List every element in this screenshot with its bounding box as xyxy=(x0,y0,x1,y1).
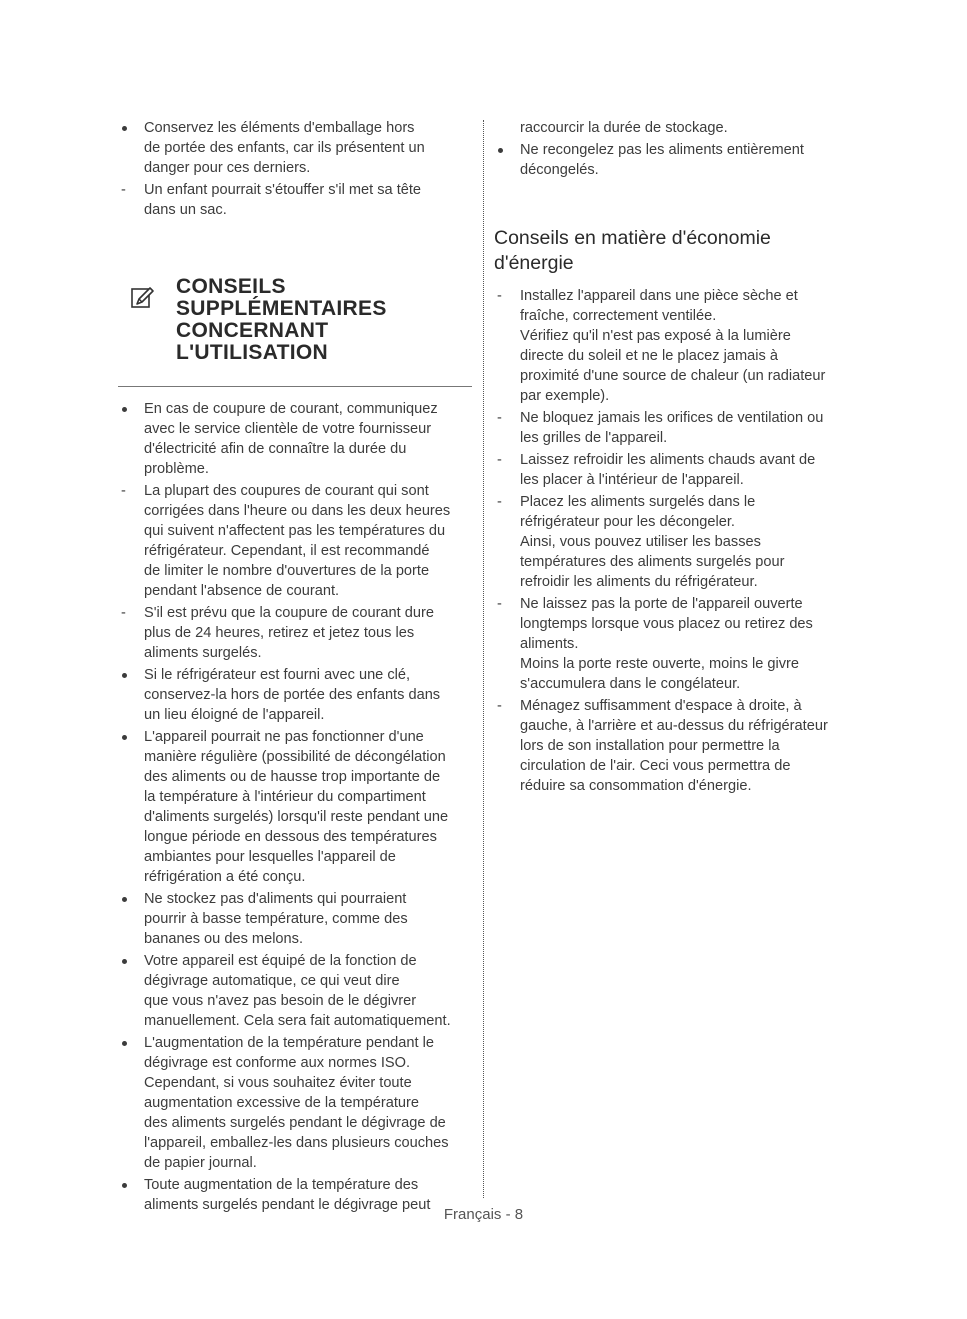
energy-tips-list xyxy=(494,286,850,796)
left-top-list xyxy=(118,118,472,220)
list-item xyxy=(118,889,472,949)
list-item-text: La plupart des coupures de courant qui sont corrigées dans l'heure ou dans les deux heures qui suivent n'affectent pas les températures du réfrigérateur. Cependant, il est recommandé de limiter le nombre d'ouvertures de la porte pendant l'absence de courant. xyxy=(144,483,451,599)
list-item-text: raccourcir la durée de stockage. xyxy=(520,120,728,136)
list-item-text: Votre appareil est équipé de la fonction de dégivrage automatique, ce qui veut dire que vous n'avez pas besoin de le dégivrer manuellement. Cela sera fait automatiquement. xyxy=(144,953,451,1029)
list-item-text: Ne bloquez jamais les orifices de ventilation ou les grilles de l'appareil. xyxy=(520,410,824,446)
list-item-text: L'augmentation de la température pendant le dégivrage est conforme aux normes ISO. Cependant, si vous souhaitez éviter toute augmentation excessive de la température des aliments surgelés pendant le dégivrage de l'appareil, emballez-les dans plusieurs couches de papier journal. xyxy=(144,1035,449,1171)
list-item xyxy=(494,408,850,448)
list-item-text: S'il est prévu que la coupure de courant dure plus de 24 heures, retirez et jetez tous les aliments surgelés. xyxy=(144,605,434,661)
list-item-text: Placez les aliments surgelés dans le réfrigérateur pour les décongeler. Ainsi, vous pouvez utiliser les basses températures des aliments surgelés pour refroidir les aliments du réfrigérateur. xyxy=(520,494,785,590)
right-top-list xyxy=(494,118,850,180)
list-item xyxy=(118,1033,472,1173)
list-item-text: Ménagez suffisamment d'espace à droite, à gauche, à l'arrière et au-dessus du réfrigérateur lors de son installation pour permettre la circulation de l'air. Ceci vous permettra de réduire sa consommation d'énergie. xyxy=(520,698,828,794)
column-divider xyxy=(483,120,484,1198)
list-item-text: L'appareil pourrait ne pas fonctionner d'une manière régulière (possibilité de décongélation des aliments ou de hausse trop importante de la température à l'intérieur du compartiment d'aliments surgelés) lorsqu'il reste pendant une longue période en dessous des températures ambiantes pour lesquelles l'appareil de réfrigération a été conçu. xyxy=(144,729,449,885)
list-item xyxy=(118,118,472,178)
list-item xyxy=(118,603,472,663)
notice-section xyxy=(118,266,472,387)
list-item-text: Un enfant pourrait s'étouffer s'il met sa tête dans un sac. xyxy=(144,182,422,218)
list-item-text: En cas de coupure de courant, communiquez avec le service clientèle de votre fournisseur d'électricité afin de connaître la durée du problème. xyxy=(144,401,438,477)
list-item xyxy=(494,594,850,694)
list-item xyxy=(118,180,472,220)
list-item-text: Toute augmentation de la température des aliments surgelés pendant le dégivrage peut xyxy=(144,1177,431,1213)
list-item xyxy=(118,481,472,601)
list-item xyxy=(118,727,472,887)
note-pencil-icon xyxy=(130,286,156,310)
list-item-text: Installez l'appareil dans une pièce sèche et fraîche, correctement ventilée. Vérifiez qu'il n'est pas exposé à la lumière directe du soleil et ne le placez jamais à proximité d'une source de chaleur (un radiateur par exemple). xyxy=(520,288,826,404)
energy-heading: Conseils en matière d'économie d'énergie xyxy=(494,227,771,274)
list-item xyxy=(118,399,472,479)
list-item xyxy=(494,492,850,592)
list-item-text: Ne laissez pas la porte de l'appareil ouverte longtemps lorsque vous placez ou retirez des aliments. Moins la porte reste ouverte, moins le givre s'accumulera dans le congélateur. xyxy=(520,596,813,692)
left-main-list xyxy=(118,399,472,1215)
list-item-text: Laissez refroidir les aliments chauds avant de les placer à l'intérieur de l'appareil. xyxy=(520,452,816,488)
list-item xyxy=(494,118,850,138)
list-item-text: Conservez les éléments d'emballage hors de portée des enfants, car ils présentent un danger pour ces derniers. xyxy=(144,120,425,176)
list-item xyxy=(118,951,472,1031)
list-item-text: Ne stockez pas d'aliments qui pourraient pourrir à basse température, comme des bananes ou des melons. xyxy=(144,891,408,947)
list-item xyxy=(118,665,472,725)
list-item xyxy=(494,140,850,180)
list-item-text: Si le réfrigérateur est fourni avec une clé, conservez-la hors de portée des enfants dans un lieu éloigné de l'appareil. xyxy=(144,667,441,723)
left-column xyxy=(118,118,472,1217)
list-item xyxy=(494,696,850,796)
page-footer: Français - 8 xyxy=(443,1206,524,1223)
right-column xyxy=(494,118,850,798)
notice-title: CONSEILS SUPPLÉMENTAIRES CONCERNANT L'UTILISATION xyxy=(176,275,387,364)
list-item xyxy=(494,286,850,406)
list-item-text: Ne recongelez pas les aliments entièrement décongelés. xyxy=(520,142,804,178)
list-item xyxy=(494,450,850,490)
